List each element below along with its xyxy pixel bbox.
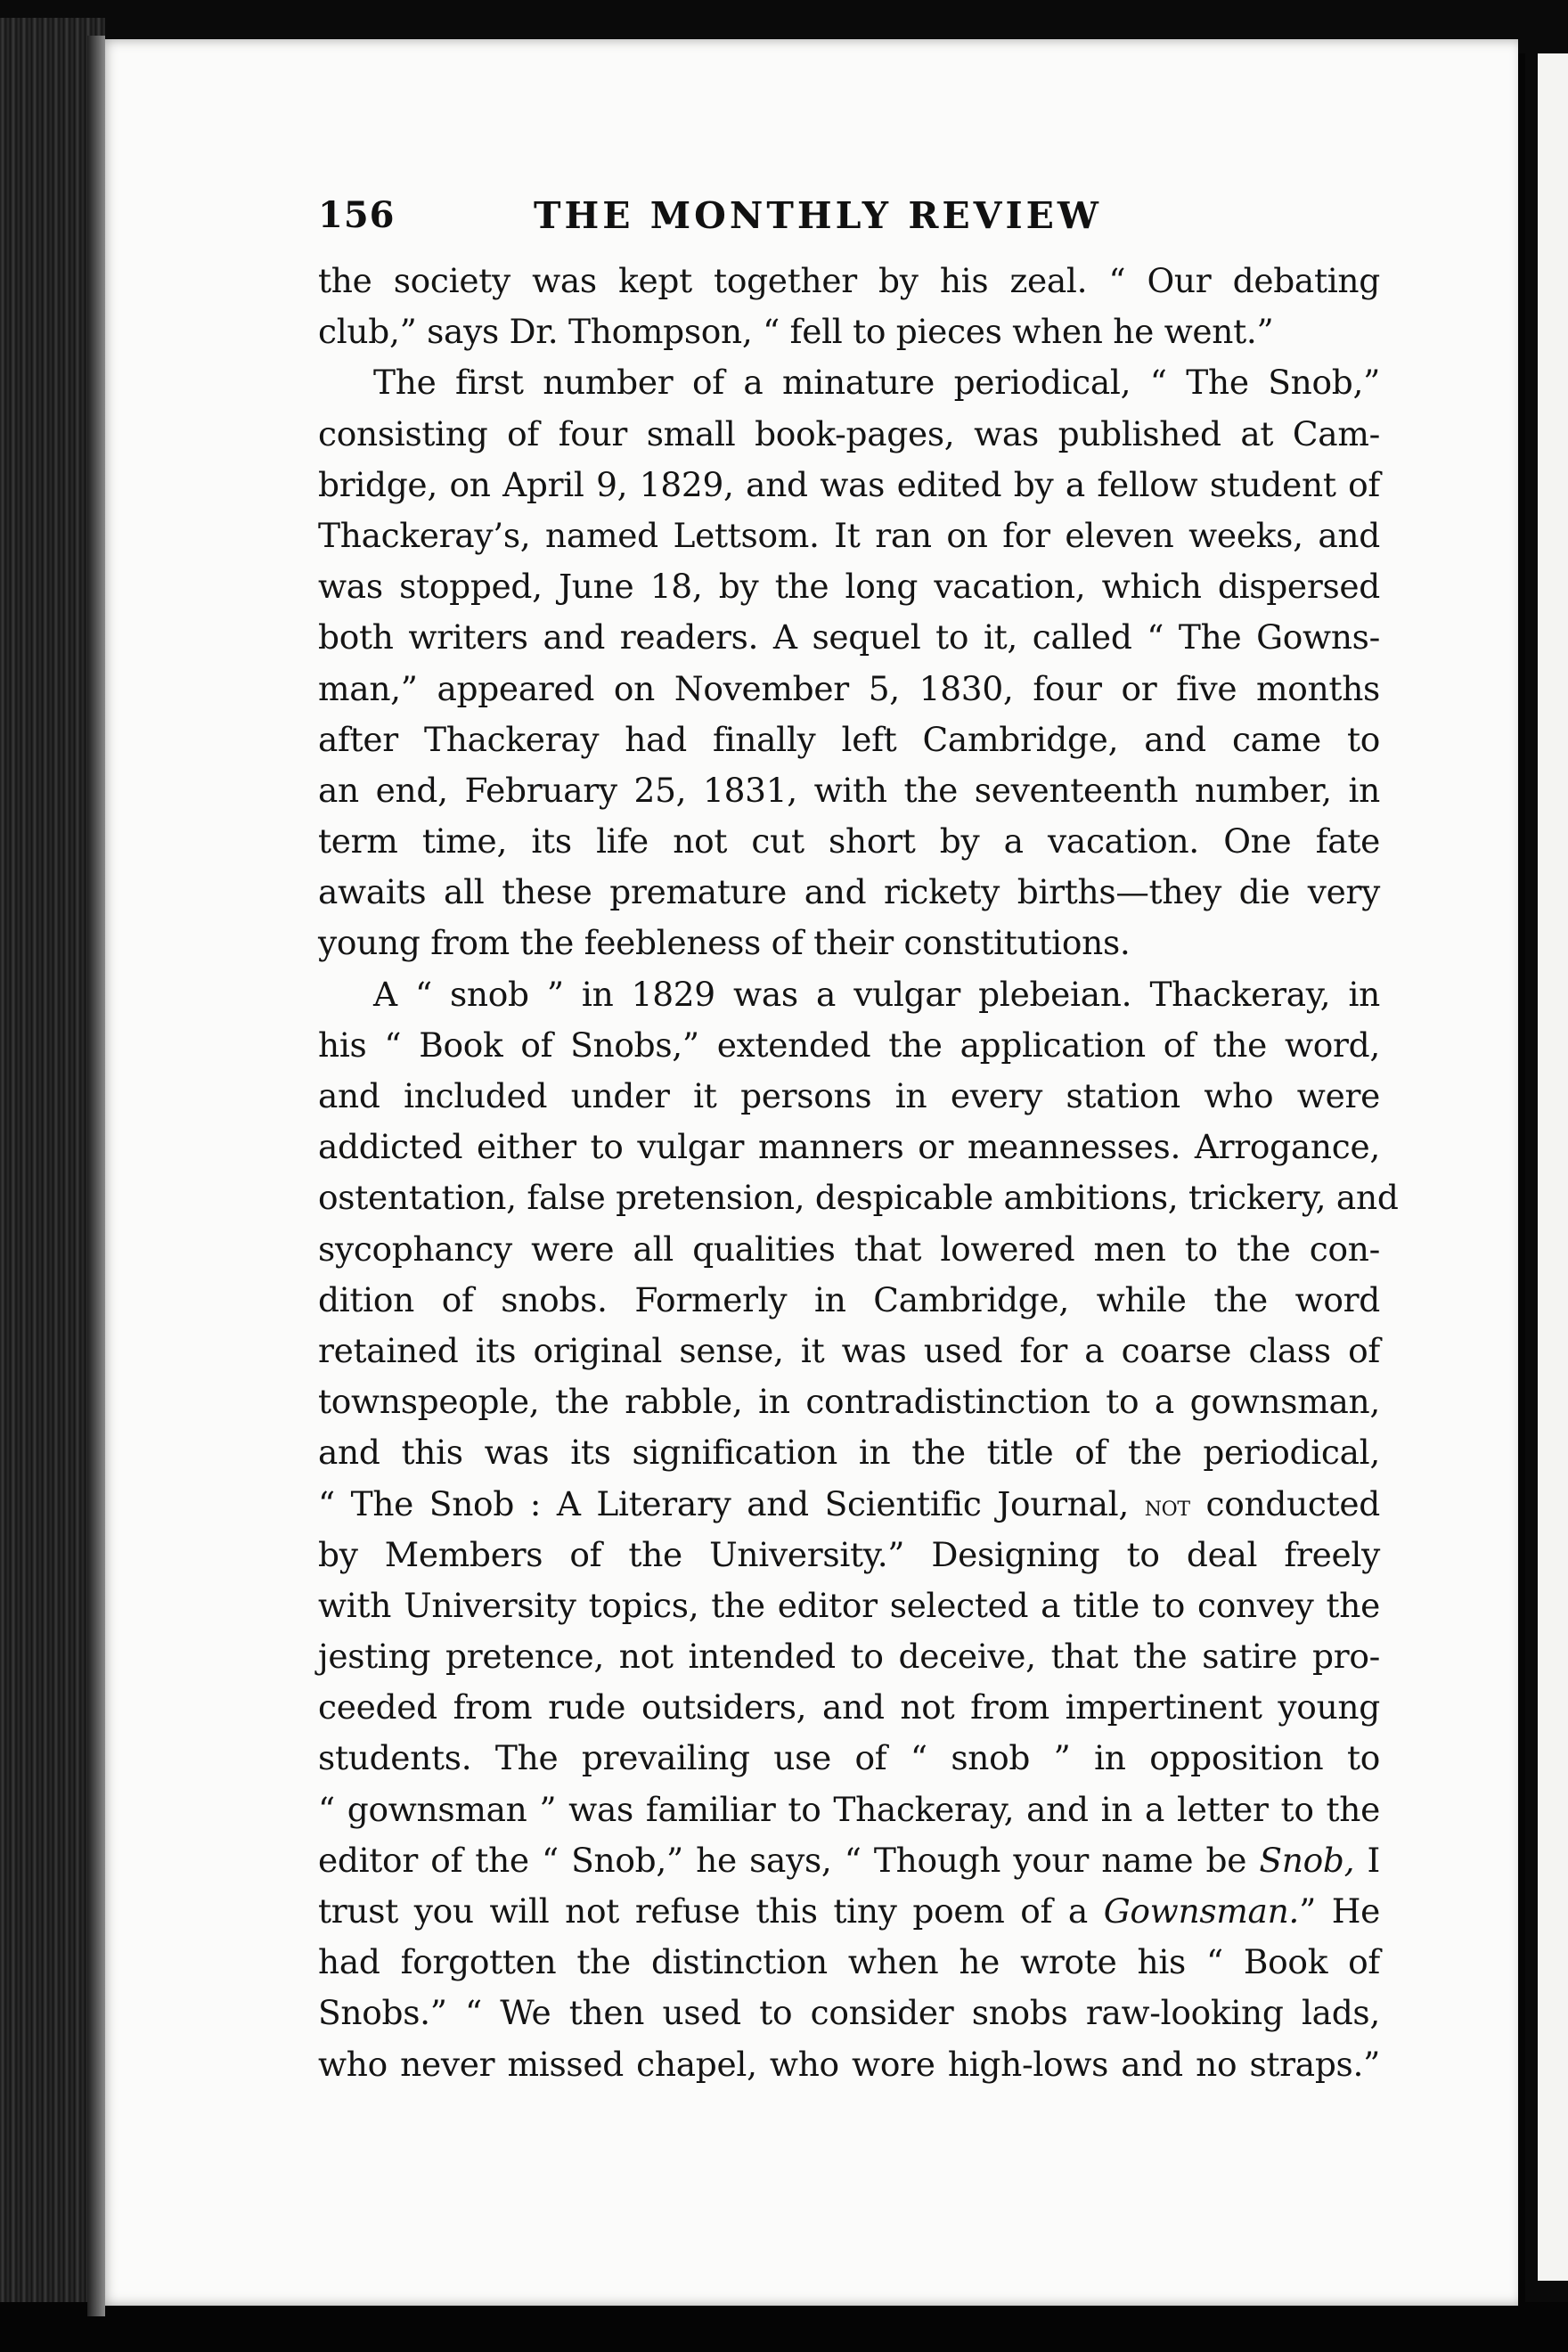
- text-line: townspeople, the rabble, in contradistinction to a gownsman,: [318, 1382, 1380, 1422]
- text-line: bridge, on April 9, 1829, and was edited by a fellow student of: [318, 464, 1380, 504]
- text-line: the society was kept together by his zeal. “ Our debating: [318, 261, 1380, 300]
- text-segment: I: [1354, 1840, 1380, 1880]
- text-line: both writers and readers. A sequel to it, called “ The Gowns-: [318, 617, 1380, 657]
- text-line: who never missed chapel, who wore high-lows and no straps.”: [318, 2044, 1380, 2084]
- text-line: students. The prevailing use of “ snob ” in opposition to: [318, 1738, 1380, 1778]
- text-line: club,” says Dr. Thompson, “ fell to pieces when he went.”: [318, 312, 1274, 352]
- text-line: by Members of the University.” Designing to deal freely: [318, 1534, 1380, 1574]
- small-caps-word: not: [1144, 1490, 1190, 1523]
- text-line: awaits all these premature and rickety births—they die very: [318, 872, 1380, 912]
- text-line: had forgotten the distinction when he wrote his “ Book of: [318, 1942, 1380, 1982]
- text-line: was stopped, June 18, by the long vacation, which dispersed: [318, 567, 1380, 607]
- text-line: jesting pretence, not intended to deceive, that the satire pro-: [318, 1637, 1380, 1677]
- text-segment: editor of the “ Snob,” he says, “ Though your name be: [318, 1840, 1260, 1880]
- text-line: retained its original sense, it was used for a coarse class of: [318, 1330, 1380, 1370]
- italic-word: Snob,: [1259, 1840, 1355, 1880]
- text-line: after Thackeray had finally left Cambridge, and came to: [318, 719, 1380, 759]
- running-header: [318, 194, 1380, 248]
- text-line: Snobs.” “ We then used to consider snobs raw-looking lads,: [318, 1993, 1380, 2033]
- italic-word: Gownsman.: [1103, 1891, 1300, 1931]
- text-line: an end, February 25, 1831, with the seventeenth number, in: [318, 770, 1380, 810]
- text-segment: trust you will not refuse this tiny poem of a: [318, 1891, 1104, 1931]
- text-line: “ gownsman ” was familiar to Thackeray, and in a letter to the: [318, 1789, 1380, 1829]
- text-line: and this was its signification in the title of the periodical,: [318, 1433, 1380, 1473]
- text-line: addicted either to vulgar manners or meannesses. Arrogance,: [318, 1127, 1380, 1167]
- text-line: sycophancy were all qualities that lowered men to the con-: [318, 1229, 1380, 1269]
- text-line: term time, its life not cut short by a vacation. One fate: [318, 821, 1380, 862]
- text-segment: “ The Snob : A Literary and Scientific Journal,: [318, 1483, 1145, 1523]
- adjacent-page-sliver: [1538, 53, 1568, 2281]
- text-line: ceeded from rude outsiders, and not from impertinent young: [318, 1687, 1380, 1727]
- text-line: consisting of four small book-pages, was published at Cam-: [318, 413, 1380, 453]
- text-line: with University topics, the editor selected a title to convey the: [318, 1585, 1380, 1625]
- text-segment: conducted: [1189, 1483, 1380, 1523]
- running-title: THE MONTHLY REVIEW: [534, 194, 1102, 237]
- text-line: dition of snobs. Formerly in Cambridge, while the word: [318, 1279, 1380, 1319]
- text-line: man,” appeared on November 5, 1830, four or five months: [318, 668, 1380, 708]
- text-line: young from the feebleness of their constitutions.: [318, 923, 1131, 963]
- text-line: and included under it persons in every station who were: [318, 1076, 1380, 1115]
- text-line: [318, 1479, 1380, 1530]
- body-text: [318, 256, 1399, 2090]
- page-gutter-shadow: [87, 36, 105, 2316]
- text-line: The first number of a minature periodical, “ The Snob,”: [373, 363, 1380, 403]
- text-line: his “ Book of Snobs,” extended the application of the word,: [318, 1025, 1380, 1065]
- scan-bottom-band: [0, 2302, 1568, 2352]
- text-line: A “ snob ” in 1829 was a vulgar plebeian. Thackeray, in: [373, 974, 1380, 1014]
- text-segment: ” He: [1299, 1891, 1380, 1931]
- text-line: [318, 1886, 1380, 1937]
- text-line: [318, 1835, 1380, 1886]
- page-number: 156: [318, 194, 396, 236]
- text-line: Thackeray’s, named Lettsom. It ran on for eleven weeks, and: [318, 515, 1380, 555]
- text-line: ostentation, false pretension, despicable ambitions, trickery, and: [318, 1178, 1399, 1218]
